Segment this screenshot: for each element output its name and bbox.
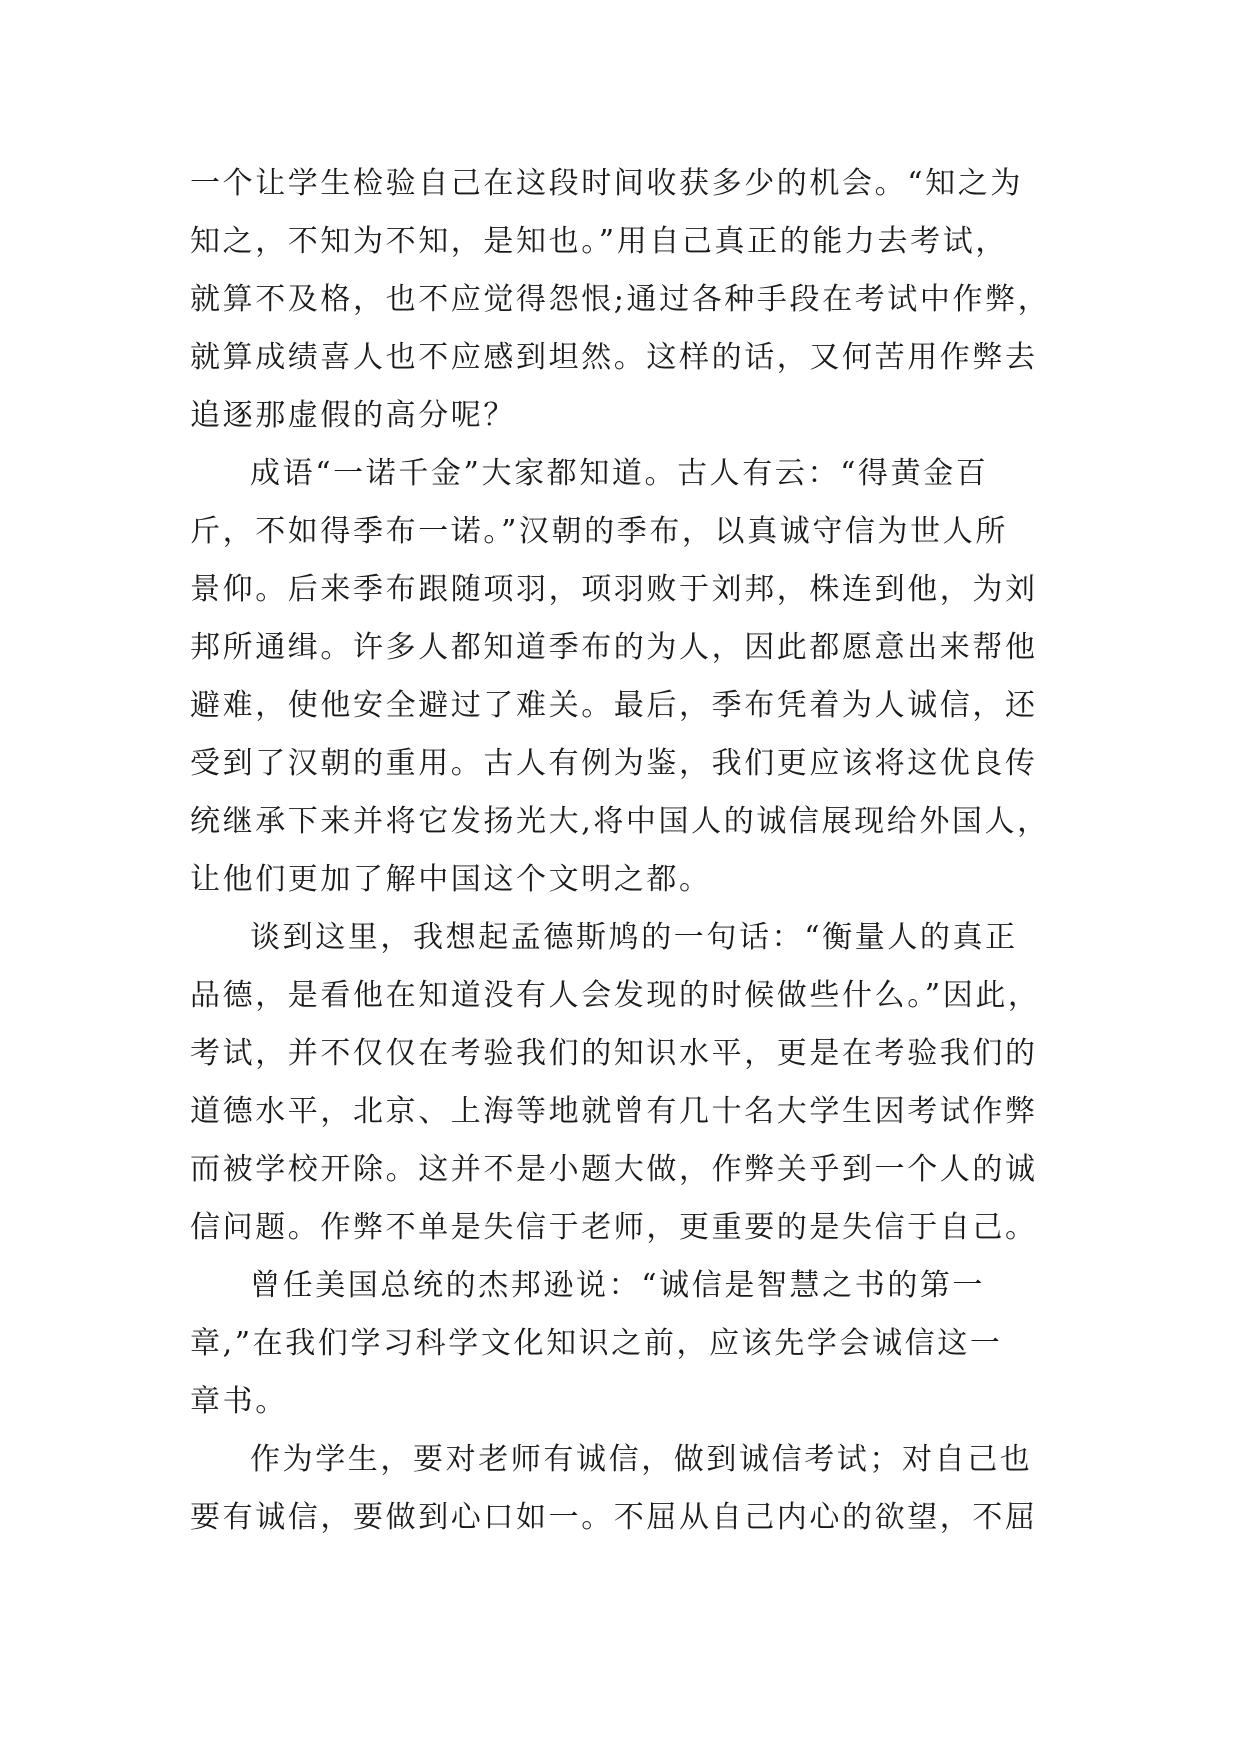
paragraph-first-line: 作为学生，要对老师有诚信，做到诚信考试；对自己也 bbox=[250, 1442, 1033, 1477]
paragraph-first-line: 曾任美国总统的杰邦逊说：“诚信是智慧之书的第一 bbox=[250, 1268, 986, 1303]
text-line: 就算不及格，也不应觉得怨恨;通过各种手段在考试中作弊， bbox=[190, 282, 1051, 317]
text-line: 知之，不知为不知，是知也。”用自己真正的能力去考试， bbox=[190, 224, 1008, 259]
text-line: 斤，不如得季布一诺。”汉朝的季布，以真诚守信为世人所 bbox=[190, 514, 1008, 549]
text-line: 信问题。作弊不单是失信于老师，更重要的是失信于自己。 bbox=[190, 1210, 1038, 1245]
text-line: 考试，并不仅仅在考验我们的知识水平，更是在考验我们的 bbox=[190, 1036, 1038, 1071]
text-line: 而被学校开除。这并不是小题大做，作弊关乎到一个人的诚 bbox=[190, 1152, 1038, 1187]
text-line: 追逐那虚假的高分呢？ bbox=[190, 398, 516, 433]
paragraph-first-line: 成语“一诺千金”大家都知道。古人有云：“得黄金百 bbox=[250, 456, 989, 491]
text-line: 品德，是看他在知道没有人会发现的时候做些什么。”因此， bbox=[190, 978, 1041, 1013]
document-body bbox=[190, 155, 1052, 1547]
text-line: 一个让学生检验自己在这段时间收获多少的机会。“知之为 bbox=[190, 166, 1023, 201]
text-line: 就算成绩喜人也不应感到坦然。这样的话，又何苦用作弊去 bbox=[190, 340, 1038, 375]
text-line: 景仰。后来季布跟随项羽，项羽败于刘邦，株连到他，为刘 bbox=[190, 572, 1038, 607]
text-line: 统继承下来并将它发扬光大,将中国人的诚信展现给外国人， bbox=[190, 804, 1050, 839]
text-line: 章,”在我们学习科学文化知识之前，应该先学会诚信这一 bbox=[190, 1326, 1003, 1361]
text-line: 避难，使他安全避过了难关。最后，季布凭着为人诚信，还 bbox=[190, 688, 1038, 723]
text-line: 章书。 bbox=[190, 1384, 288, 1419]
text-line: 邦所通缉。许多人都知道季布的为人，因此都愿意出来帮他 bbox=[190, 630, 1038, 665]
text-line: 让他们更加了解中国这个文明之都。 bbox=[190, 862, 712, 897]
text-line: 要有诚信，要做到心口如一。不屈从自己内心的欲望，不屈 bbox=[190, 1500, 1038, 1535]
text-line: 道德水平，北京、上海等地就曾有几十名大学生因考试作弊 bbox=[190, 1094, 1038, 1129]
text-line: 受到了汉朝的重用。古人有例为鉴，我们更应该将这优良传 bbox=[190, 746, 1038, 781]
paragraph-first-line: 谈到这里，我想起孟德斯鸠的一句话：“衡量人的真正 bbox=[250, 920, 1018, 955]
